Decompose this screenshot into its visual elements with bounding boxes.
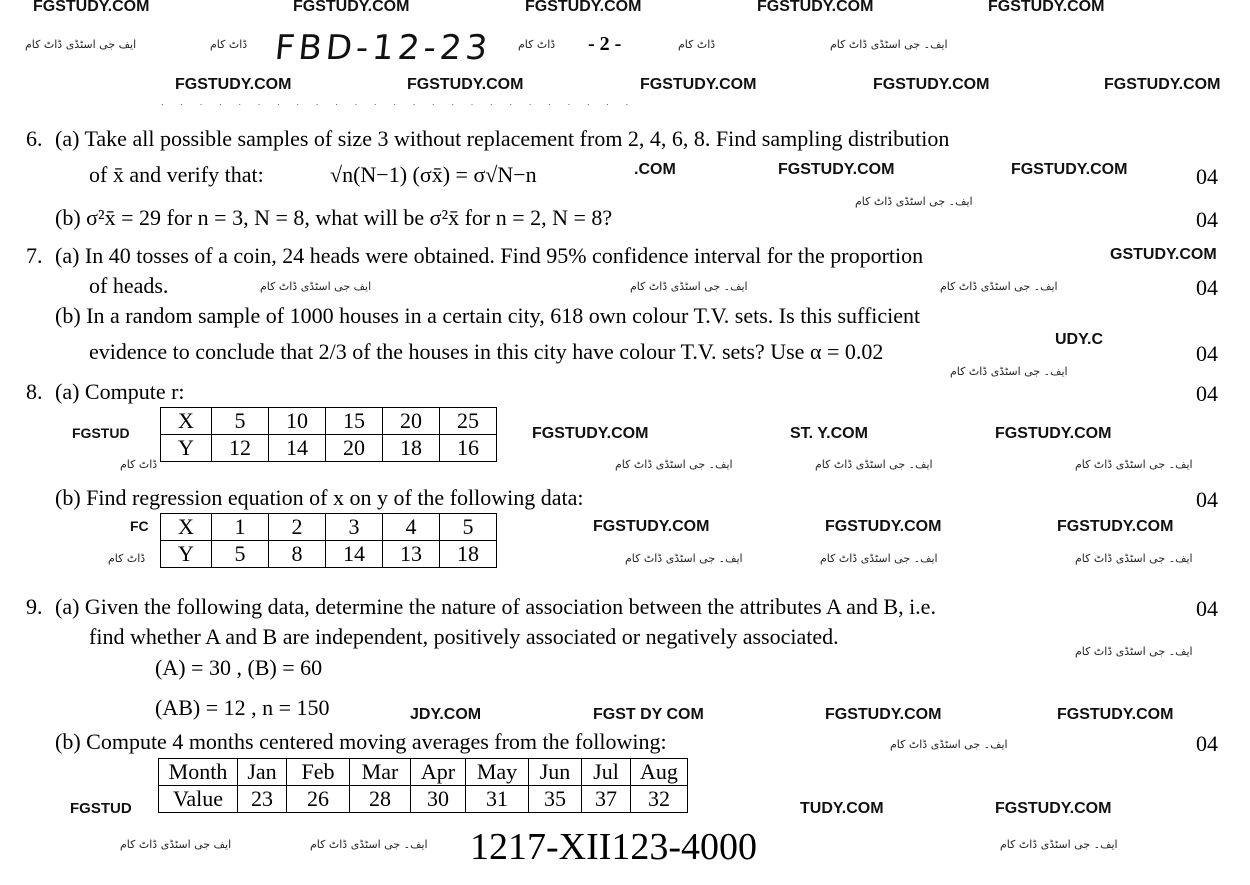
table-cell: 12 (212, 435, 269, 462)
watermark: FGSTUDY.COM (757, 0, 874, 15)
table-cell: 13 (383, 541, 440, 568)
question-7a-text-2: of heads. (89, 273, 169, 298)
table-cell: Y (161, 435, 212, 462)
table-cell: 1 (212, 514, 269, 541)
table-cell: 18 (383, 435, 440, 462)
table-cell: X (161, 408, 212, 435)
urdu-watermark: ایف۔ جی اسٹڈی ڈاٹ کام (855, 195, 973, 208)
paper-footer-code: 1217-XII123-4000 (470, 826, 758, 868)
question-number: 8. (26, 379, 43, 404)
question-7b-text: (b) In a random sample of 1000 houses in a certain city, 618 own colour T.V. sets. Is this sufficient (55, 303, 921, 328)
urdu-watermark: ایف۔ جی اسٹڈی ڈاٹ کام (830, 38, 948, 51)
urdu-watermark: ایف۔ جی اسٹڈی ڈاٹ کام (1075, 458, 1193, 471)
watermark: FGSTUDY.COM (1057, 518, 1174, 535)
urdu-watermark: ایف۔ جی اسٹڈی ڈاٹ کام (890, 738, 1008, 751)
table-cell: 14 (269, 435, 326, 462)
data-table-8a (160, 407, 497, 462)
watermark: FGSTUDY.COM (873, 76, 990, 93)
marks: 04 (1196, 487, 1218, 512)
watermark: FGSTUDY.COM (778, 161, 895, 178)
watermark: FGSTUDY.COM (175, 76, 292, 93)
watermark: FGSTUDY.COM (995, 425, 1112, 442)
data-table-9b (158, 758, 688, 813)
watermark: ST. Y.COM (790, 425, 868, 442)
question-7b-text-2: evidence to conclude that 2/3 of the houses in this city have colour T.V. sets? Use α = 0.02 (89, 339, 884, 364)
table-cell: 28 (350, 786, 411, 813)
table-cell: Jan (238, 759, 287, 786)
table-cell: X (161, 514, 212, 541)
paper-code: FBD-12-23 (272, 28, 494, 68)
watermark: FGSTUDY.COM (525, 0, 642, 15)
table-cell: 5 (212, 541, 269, 568)
table-row (161, 408, 497, 435)
table-cell: 30 (411, 786, 466, 813)
table-cell: 14 (326, 541, 383, 568)
question-6a-formula: √n(N−1) (σx̄) = σ√N−n (330, 162, 537, 187)
urdu-watermark: ایف جی اسٹڈی ڈاٹ کام (260, 280, 372, 293)
marks: 04 (1196, 275, 1218, 300)
question-6b-text: (b) σ²x̄ = 29 for n = 3, N = 8, what will be σ²x̄ for n = 2, N = 8? (55, 205, 613, 230)
table-cell: 25 (440, 408, 497, 435)
table-cell: Jul (582, 759, 631, 786)
urdu-watermark: ایف۔ جی اسٹڈی ڈاٹ کام (1075, 552, 1193, 565)
urdu-watermark: ڈاٹ کام (678, 38, 716, 51)
table-row (161, 541, 497, 568)
urdu-watermark: ایف جی اسٹڈی ڈاٹ کام (25, 38, 137, 51)
table-row (161, 435, 497, 462)
marks: 04 (1196, 207, 1218, 232)
question-9a-text-2: find whether A and B are independent, positively associated or negatively associated. (89, 624, 839, 649)
table-cell: Mar (350, 759, 411, 786)
question-7a-text: (a) In 40 tosses of a coin, 24 heads were obtained. Find 95% confidence interval for the proportion (55, 243, 924, 268)
question-9a-data-1: (A) = 30 , (B) = 60 (155, 655, 323, 680)
faded-marks: ˙ ˙ ˙ ˙ ˙ ˙ ˙ ˙ ˙ ˙ ˙ ˙ ˙ ˙ ˙ ˙ ˙ ˙ ˙ ˙ ˙ ˙ ˙ ˙ ˙ (160, 104, 636, 114)
table-cell: Aug (631, 759, 688, 786)
table-cell: 18 (440, 541, 497, 568)
table-cell: 35 (529, 786, 582, 813)
table-cell: 23 (238, 786, 287, 813)
urdu-watermark: ایف۔ جی اسٹڈی ڈاٹ کام (615, 458, 733, 471)
page-number: - 2 - (588, 33, 622, 55)
watermark: FGSTUDY.COM (995, 800, 1112, 817)
table-cell: 4 (383, 514, 440, 541)
urdu-watermark: ایف۔ جی اسٹڈی ڈاٹ کام (310, 838, 428, 851)
urdu-watermark: ایف۔ جی اسٹڈی ڈاٹ کام (1075, 645, 1193, 658)
question-9b-text: (b) Compute 4 months centered moving averages from the following: (55, 729, 667, 754)
table-cell: 26 (287, 786, 350, 813)
table-cell: Value (159, 786, 238, 813)
table-row (159, 786, 688, 813)
table-cell: 16 (440, 435, 497, 462)
watermark: FGSTUDY.COM (33, 0, 150, 15)
table-cell: May (466, 759, 529, 786)
question-6a-text-2: of x̄ and verify that: (89, 162, 264, 187)
table-row (161, 514, 497, 541)
table-cell: 20 (383, 408, 440, 435)
table-cell: 20 (326, 435, 383, 462)
marks: 04 (1196, 164, 1218, 189)
question-6a-text: (a) Take all possible samples of size 3 without replacement from 2, 4, 6, 8. Find sampling distribution (55, 126, 950, 151)
watermark: FGSTUDY.COM (1011, 161, 1128, 178)
urdu-watermark: ایف۔ جی اسٹڈی ڈاٹ کام (815, 458, 933, 471)
watermark: FGSTUD (70, 800, 132, 817)
watermark: FGSTUDY.COM (988, 0, 1105, 15)
table-cell: 10 (269, 408, 326, 435)
watermark: .COM (634, 161, 676, 178)
watermark: GSTUDY.COM (1110, 246, 1217, 263)
urdu-watermark: ایف۔ جی اسٹڈی ڈاٹ کام (630, 280, 748, 293)
question-number: 7. (26, 243, 43, 268)
watermark: FGSTUDY.COM (593, 518, 710, 535)
urdu-watermark: ایف۔ جی اسٹڈی ڈاٹ کام (950, 365, 1068, 378)
question-number: 6. (26, 126, 43, 151)
question-9a-data-2: (AB) = 12 , n = 150 (155, 695, 330, 720)
urdu-watermark: ایف۔ جی اسٹڈی ڈاٹ کام (940, 280, 1058, 293)
urdu-watermark: ڈاٹ کام (210, 38, 248, 51)
watermark: FGSTUDY.COM (1057, 706, 1174, 723)
marks: 04 (1196, 381, 1218, 406)
watermark: JDY.COM (410, 706, 482, 723)
marks: 04 (1196, 731, 1218, 756)
marks: 04 (1196, 596, 1218, 621)
urdu-watermark: ایف۔ جی اسٹڈی ڈاٹ کام (820, 552, 938, 565)
table-cell: Jun (529, 759, 582, 786)
table-cell: Month (159, 759, 238, 786)
question-8a-text: (a) Compute r: (55, 379, 185, 404)
table-cell: Apr (411, 759, 466, 786)
table-cell: Y (161, 541, 212, 568)
table-cell: 32 (631, 786, 688, 813)
question-9a-text: (a) Given the following data, determine the nature of association between the attributes A and B, i.e. (55, 594, 936, 619)
watermark: FGSTUD (72, 425, 130, 441)
question-number: 9. (26, 594, 43, 619)
table-cell: 5 (212, 408, 269, 435)
table-cell: 31 (466, 786, 529, 813)
watermark: TUDY.COM (800, 800, 884, 817)
table-cell: Feb (287, 759, 350, 786)
urdu-watermark: ڈاٹ کام (108, 552, 146, 565)
watermark: FC (130, 518, 149, 534)
watermark: FGSTUDY.COM (640, 76, 757, 93)
table-row (159, 759, 688, 786)
table-cell: 2 (269, 514, 326, 541)
watermark: FGSTUDY.COM (293, 0, 410, 15)
watermark: FGSTUDY.COM (407, 76, 524, 93)
table-cell: 3 (326, 514, 383, 541)
urdu-watermark: ایف جی اسٹڈی ڈاٹ کام (120, 838, 232, 851)
table-cell: 5 (440, 514, 497, 541)
watermark: FGSTUDY.COM (825, 706, 942, 723)
watermark: FGSTUDY.COM (825, 518, 942, 535)
table-cell: 15 (326, 408, 383, 435)
table-cell: 8 (269, 541, 326, 568)
data-table-8b (160, 513, 497, 568)
marks: 04 (1196, 341, 1218, 366)
table-cell: 37 (582, 786, 631, 813)
watermark: FGST DY COM (593, 706, 704, 723)
urdu-watermark: ڈاٹ کام (518, 38, 556, 51)
urdu-watermark: ڈاٹ کام (120, 458, 158, 471)
watermark: UDY.C (1055, 331, 1104, 348)
watermark: FGSTUDY.COM (1104, 76, 1221, 93)
question-8b-text: (b) Find regression equation of x on y of the following data: (55, 485, 584, 510)
watermark: FGSTUDY.COM (532, 425, 649, 442)
urdu-watermark: ایف۔ جی اسٹڈی ڈاٹ کام (625, 552, 743, 565)
urdu-watermark: ایف۔ جی اسٹڈی ڈاٹ کام (1000, 838, 1118, 851)
